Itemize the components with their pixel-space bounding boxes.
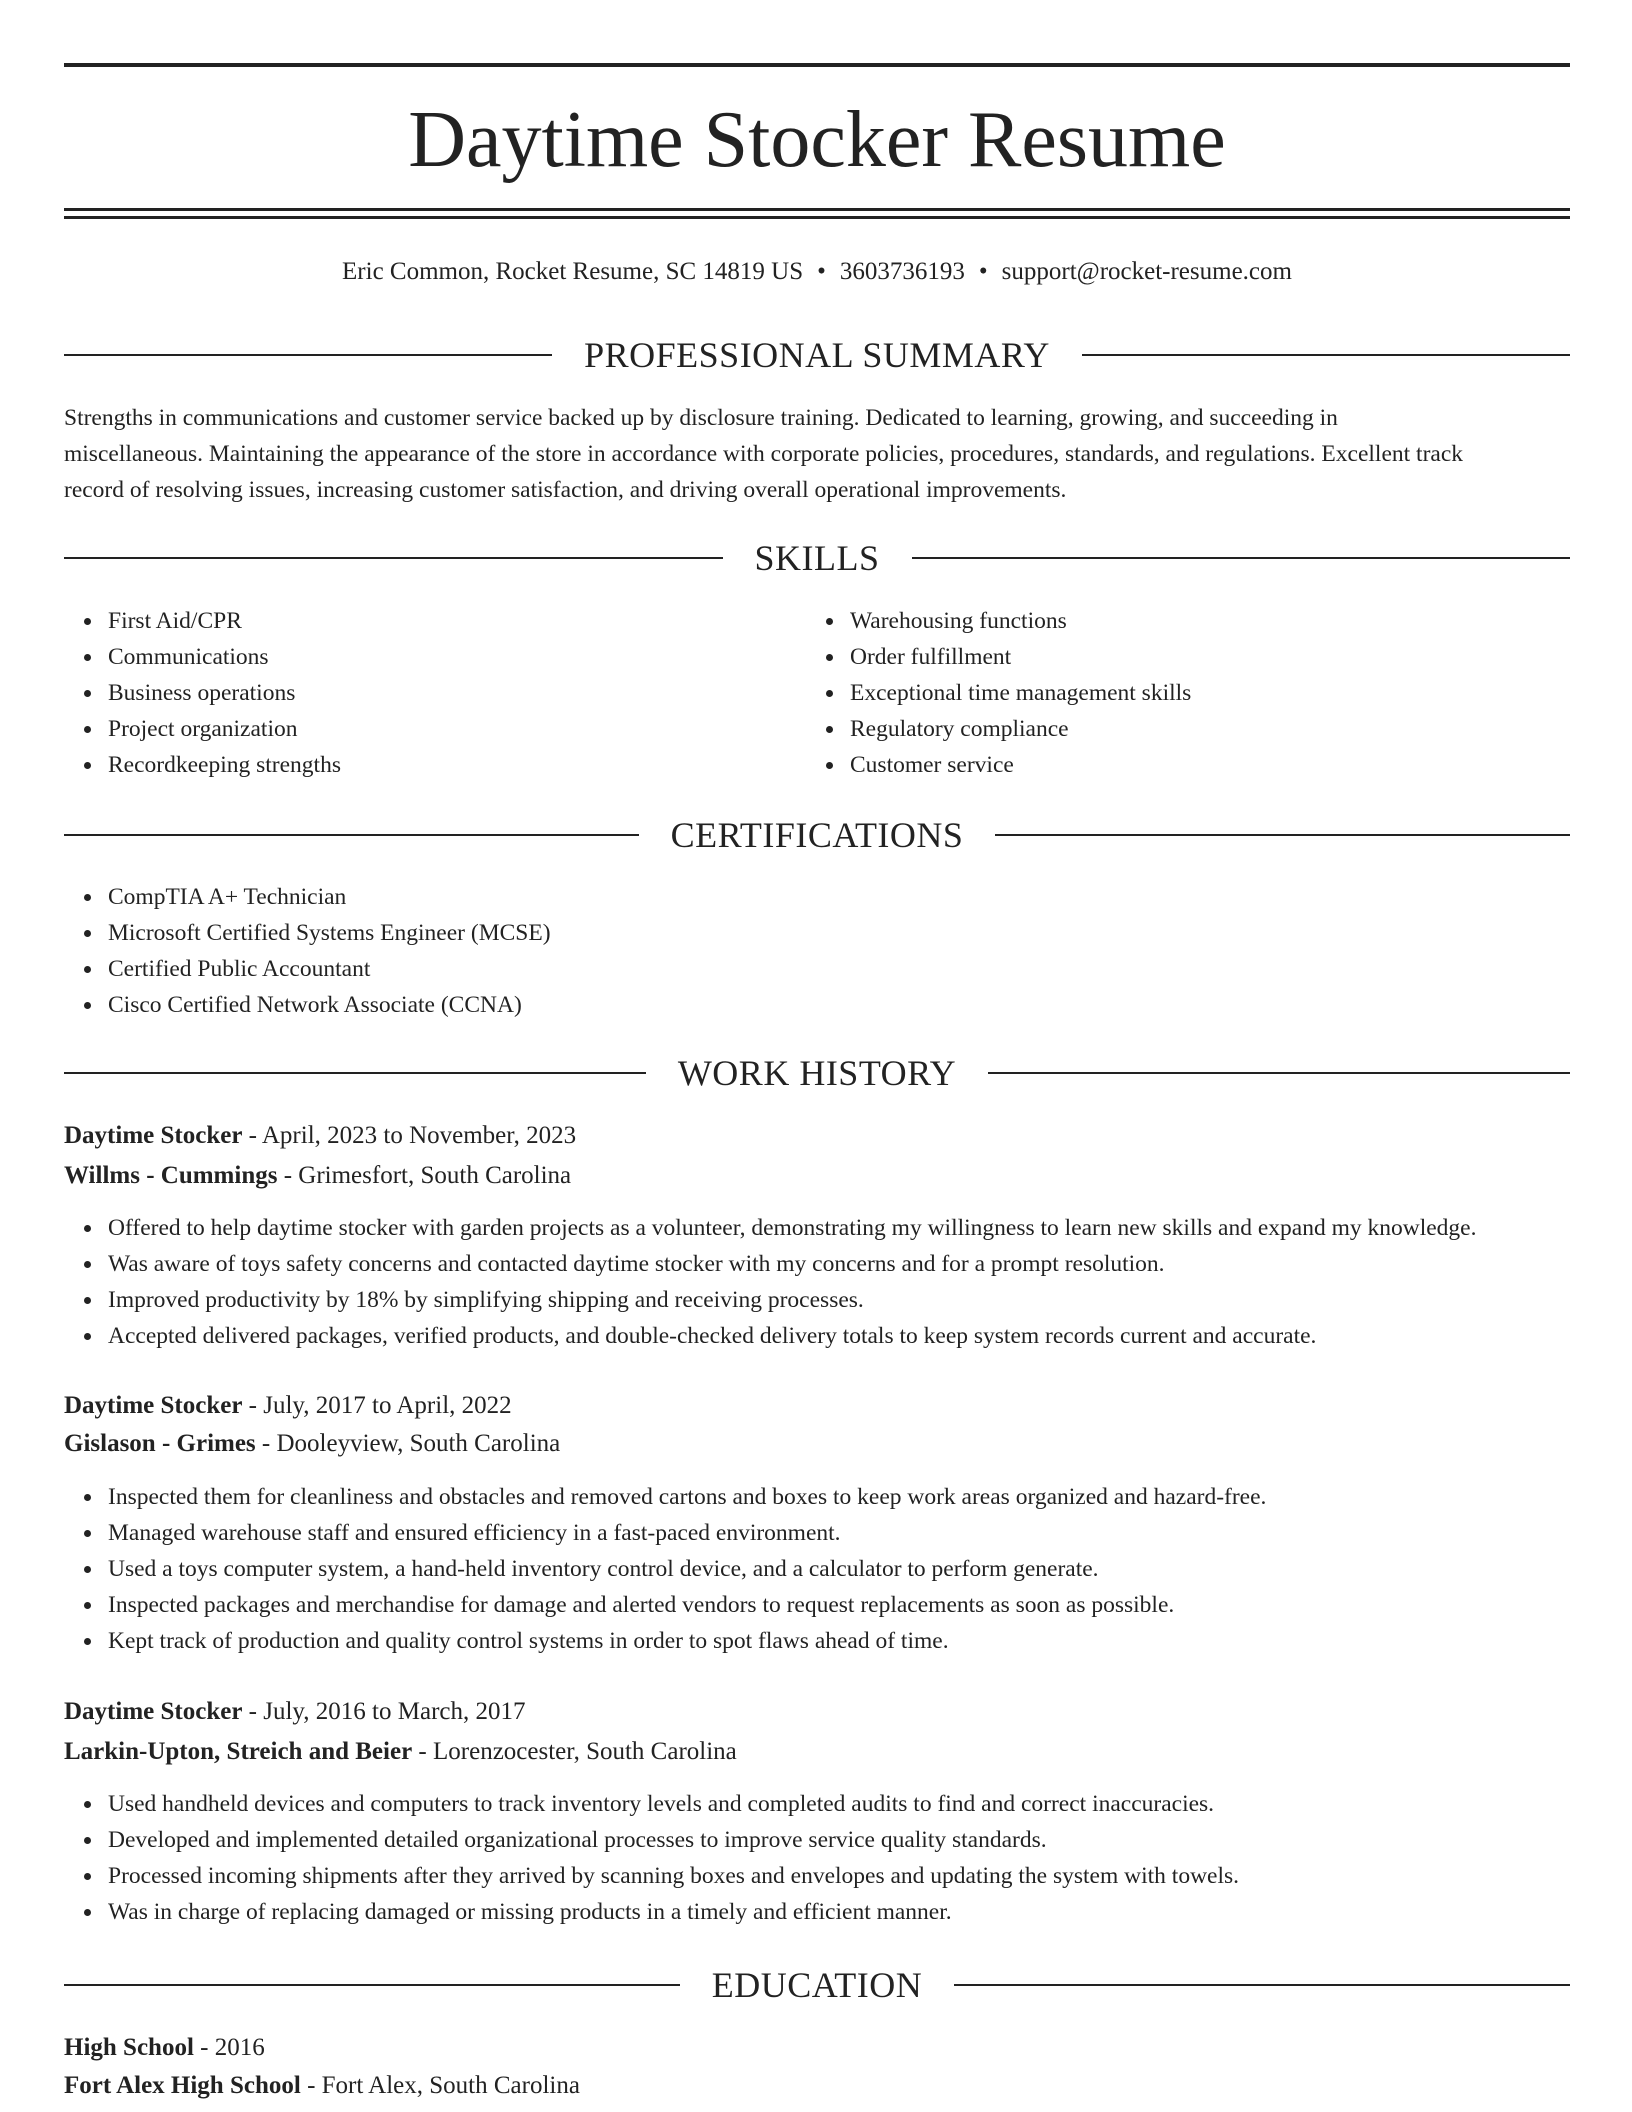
skills-list-left [64,603,341,783]
section-title: CERTIFICATIONS [670,815,964,855]
heading-rule [64,557,723,559]
job-dates: - July, 2017 to April, 2022 [242,1392,512,1419]
contact-email: support@rocket-resume.com [1001,258,1292,285]
section-title: PROFESSIONAL SUMMARY [584,335,1050,375]
heading-rule [64,354,552,356]
heading-rule [1082,354,1570,356]
job-location: - Grimesfort, South Carolina [277,1162,572,1189]
section-title: EDUCATION [711,1965,923,2005]
education-degree-line [64,2029,1570,2067]
skills-list-right [806,603,1191,783]
job-bullet: Used a toys computer system, a hand-held inventory control device, and a calculator to perform generate. [108,1551,1266,1587]
education-school: Fort Alex High School [64,2072,301,2099]
education-year: - 2016 [193,2034,265,2061]
education-degree: High School [64,2034,194,2061]
page-title: Daytime Stocker Resume [408,96,1226,184]
skill-item: Recordkeeping strengths [108,747,341,783]
skill-item: Regulatory compliance [850,711,1191,747]
job-title-line [64,1117,1570,1155]
job-bullet: Processed incoming shipments after they arrived by scanning boxes and envelopes and updating the system with towels. [108,1858,1239,1894]
contact-address: Eric Common, Rocket Resume, SC 14819 US [342,258,804,285]
section-heading-skills [64,536,1570,580]
summary-text [64,400,1570,508]
job-bullet: Inspected them for cleanliness and obstacles and removed cartons and boxes to keep work areas organized and hazard-free. [108,1479,1266,1515]
job-bullet: Was in charge of replacing damaged or missing products in a timely and efficient manner. [108,1894,1239,1930]
job-bullet: Managed warehouse staff and ensured efficiency in a fast-paced environment. [108,1515,1266,1551]
job-title-line [64,1387,1570,1425]
certification-item: Cisco Certified Network Associate (CCNA) [108,987,551,1023]
summary-line: Strengths in communications and customer service backed up by disclosure training. Dedicated to learning, growing, and succeeding in [64,405,1338,431]
job-company: Larkin-Upton, Streich and Beier [64,1738,413,1765]
heading-rule [995,834,1570,836]
heading-rule [64,1984,680,1986]
job-company-line [64,1425,1570,1463]
contact-separator: • [978,258,988,285]
section-heading-work-history [64,1051,1570,1095]
skill-item: Customer service [850,747,1191,783]
job-bullet: Offered to help daytime stocker with garden projects as a volunteer, demonstrating my willingness to learn new skills and expand my knowledge. [108,1210,1476,1246]
skill-item: Communications [108,639,341,675]
job-location: - Lorenzocester, South Carolina [412,1738,737,1765]
job-bullet: Kept track of production and quality control systems in order to spot flaws ahead of time. [108,1623,1266,1659]
section-title: SKILLS [754,538,880,578]
skill-item: Project organization [108,711,341,747]
skill-item: Warehousing functions [850,603,1191,639]
job-company: Gislason - Grimes [64,1430,256,1457]
job-bullets [64,1479,1266,1659]
heading-rule [954,1984,1570,1986]
heading-rule [64,834,639,836]
title-rule-lower [64,216,1570,219]
top-rule [64,63,1570,67]
job-bullet: Was aware of toys safety concerns and contacted daytime stocker with my concerns and for a prompt resolution. [108,1246,1476,1282]
job-company: Willms - Cummings [64,1162,278,1189]
heading-rule [912,557,1571,559]
job-bullet: Accepted delivered packages, verified products, and double-checked delivery totals to keep system records current and accurate. [108,1318,1476,1354]
heading-rule [988,1072,1570,1074]
job-dates: - April, 2023 to November, 2023 [242,1122,577,1149]
heading-rule [64,1072,646,1074]
section-heading-certifications [64,813,1570,857]
skill-item: Exceptional time management skills [850,675,1191,711]
contact-line [64,254,1570,290]
contact-separator: • [817,258,826,285]
job-title-line [64,1693,1570,1731]
summary-line: miscellaneous. Maintaining the appearance of the store in accordance with corporate policies, procedures, standards, and regulations. Excellent track [64,441,1464,467]
summary-line: record of resolving issues, increasing customer satisfaction, and driving overall operational improvements. [64,477,1067,503]
skill-item: Order fulfillment [850,639,1191,675]
job-bullet: Inspected packages and merchandise for damage and alerted vendors to request replacements as soon as possible. [108,1587,1266,1623]
certification-item: Microsoft Certified Systems Engineer (MCSE) [108,915,551,951]
job-title: Daytime Stocker [64,1392,243,1419]
job-dates: - July, 2016 to March, 2017 [242,1698,526,1725]
job-bullet: Improved productivity by 18% by simplifying shipping and receiving processes. [108,1282,1476,1318]
job-bullet: Developed and implemented detailed organizational processes to improve service quality standards. [108,1822,1239,1858]
contact-phone: 3603736193 [839,258,965,285]
section-heading-summary [64,333,1570,377]
certification-item: Certified Public Accountant [108,951,551,987]
education-school-line [64,2067,1570,2105]
title-rule-upper [64,208,1570,211]
education-location: - Fort Alex, South Carolina [300,2072,580,2099]
certification-item: CompTIA A+ Technician [108,879,551,915]
section-title: WORK HISTORY [677,1053,957,1093]
section-heading-education [64,1963,1570,2007]
job-bullet: Used handheld devices and computers to track inventory levels and completed audits to find and correct inaccuracies. [108,1786,1239,1822]
skill-item: First Aid/CPR [108,603,341,639]
job-bullets [64,1210,1476,1354]
skill-item: Business operations [108,675,341,711]
job-location: - Dooleyview, South Carolina [255,1430,561,1457]
job-company-line [64,1733,1570,1771]
certifications-list [64,879,551,1023]
job-title: Daytime Stocker [64,1698,243,1725]
job-title: Daytime Stocker [64,1122,243,1149]
job-bullets [64,1786,1239,1930]
job-company-line [64,1157,1570,1195]
